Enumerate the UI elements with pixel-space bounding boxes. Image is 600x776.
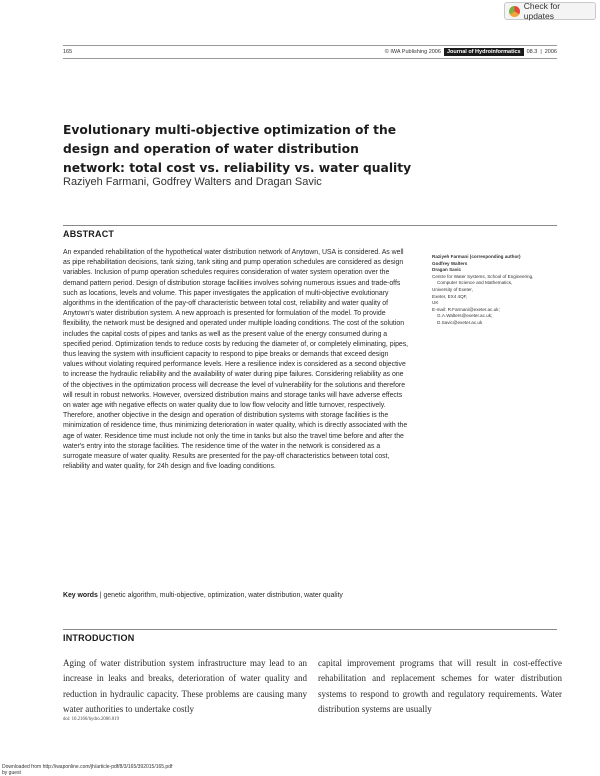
introduction-right-column: capital improvement programs that will result in cost-effective rehabilitation and replacement schemes for water distribution systems to respond to growth and regulatory requirements. Water distribution systems are usually xyxy=(318,658,562,714)
header-top-rule xyxy=(63,45,557,46)
journal-info: © IWA Publishing 2006 Journal of Hydroinformatics 08.3 | 2006 xyxy=(384,49,557,55)
volume-issue: 08.3 xyxy=(526,49,538,55)
check-for-updates-label: Check for updates xyxy=(523,1,561,21)
author-affiliation xyxy=(432,254,562,327)
affiliation-line: Raziyeh Farmani (corresponding author) xyxy=(432,254,521,259)
affiliation-line: Computer Science and Mathematics, xyxy=(437,280,513,286)
introduction-rule xyxy=(63,629,557,630)
article-authors: Raziyeh Farmani, Godfrey Walters and Dragan Savic xyxy=(63,176,322,188)
affiliation-line: Exeter, EX4 4QF, xyxy=(432,293,468,299)
affiliation-email[interactable]: E-mail: R.Farmani@exeter.ac.uk; xyxy=(432,306,500,312)
affiliation-line: University of Exeter, xyxy=(432,286,473,292)
affiliation-line: Godfrey Walters xyxy=(432,260,468,266)
keywords-label: Key words xyxy=(63,592,98,599)
affiliation-line: UK xyxy=(432,300,439,306)
doi[interactable]: doi: 10.2166/hydro.2006.019 xyxy=(63,717,119,722)
header-bottom-rule xyxy=(63,58,557,59)
keywords-line: Key words | genetic algorithm, multi-objective, optimization, water distribution, water quality xyxy=(63,592,343,599)
abstract-text: An expanded rehabilitation of the hypothetical water distribution network of Anytown, USA is considered. As well as pipe rehabilitation decisions, tank sizing, tank siting and pump operation schedules are considered as design variables. Inclusion of pump operation schedules requires consideration of water system operation over the demand pattern period. Design of distribution storage facilities involves solving numerous issues and trade-offs such as locations, levels and volume. This paper investigates the application of multi-objective evolutionary algorithms in the identification of the pay-off characteristic between total cost, reliability and water quality of Anytown's water distribution system. A new approach is presented for formulation of the model. To provide flexibility, the network must be designed and operated under multiple loading conditions. The cost of the solution includes the capital costs of pipes and tanks as well as the present value of the energy consumed during a specified period. Optimization tends to reduce costs by reducing the diameter of, or completely eliminating, pipes, thus leaving the system with insufficient capacity to respond to pipe breaks or demands that exceed design values without violating required performance levels. Here a resilience index is considered as a second objective to increase the hydraulic reliability and the availability of water during pipe failures. Considering reliability as one of the objectives in the optimization process will decrease the level of vulnerability for the solutions and therefore will result in robust networks. However, oversized distribution mains and storage tanks will have adverse effects on water age with negative effects on water quality due to low flow velocity and little turnover, respectively. Therefore, another objective in the design and operation of distribution systems with storage facilities is the minimization of residence time, thus minimizing deterioration in water quality, which is directly associated with the age of water. Residence time must include not only the time in tanks but also the travel time before and after the water's entry into the storage facilities. The residence time of the water in the network is considered as a surrogate measure of water quality. Results are presented for the pay-off characteristics between total cost, reliability and water quality, for 24h design and five loading conditions. xyxy=(63,249,409,471)
affiliation-line: Centre for Water Systems, School of Engineering, xyxy=(432,273,534,279)
journal-year: 2006 xyxy=(544,49,557,55)
copyright: © IWA Publishing 2006 xyxy=(384,49,441,55)
abstract-heading: ABSTRACT xyxy=(63,229,115,239)
keywords-list: genetic algorithm, multi-objective, optimization, water distribution, water quality xyxy=(103,592,343,599)
article-title: Evolutionary multi-objective optimization of the design and operation of water distribution network: total cost vs. reliability vs. water quality xyxy=(63,123,412,175)
affiliation-line: Dragan Savic xyxy=(432,267,462,273)
introduction-heading: INTRODUCTION xyxy=(63,633,135,643)
introduction-left-column: Aging of water distribution system infrastructure may lead to an increase in leaks and breaks, deterioration of water quality and reduction in hydraulic capacity. These problems are causing many water authorities to undertake costly xyxy=(63,658,307,714)
download-footer[interactable]: Downloaded from http://iwaponline.com/jh/article-pdf/8/3/165/392015/165.pdf xyxy=(2,764,173,770)
page-number: 165 xyxy=(63,49,73,55)
check-for-updates-button[interactable] xyxy=(504,2,596,20)
running-header xyxy=(63,47,557,57)
crossmark-icon xyxy=(509,6,520,17)
abstract-rule xyxy=(63,225,557,226)
affiliation-email[interactable]: G.A.Walters@exeter.ac.uk; xyxy=(437,313,493,319)
guest-footer: by guest xyxy=(2,770,21,776)
journal-name: Journal of Hydroinformatics xyxy=(444,48,524,56)
affiliation-email[interactable]: D.Savic@exeter.ac.uk xyxy=(437,319,483,325)
